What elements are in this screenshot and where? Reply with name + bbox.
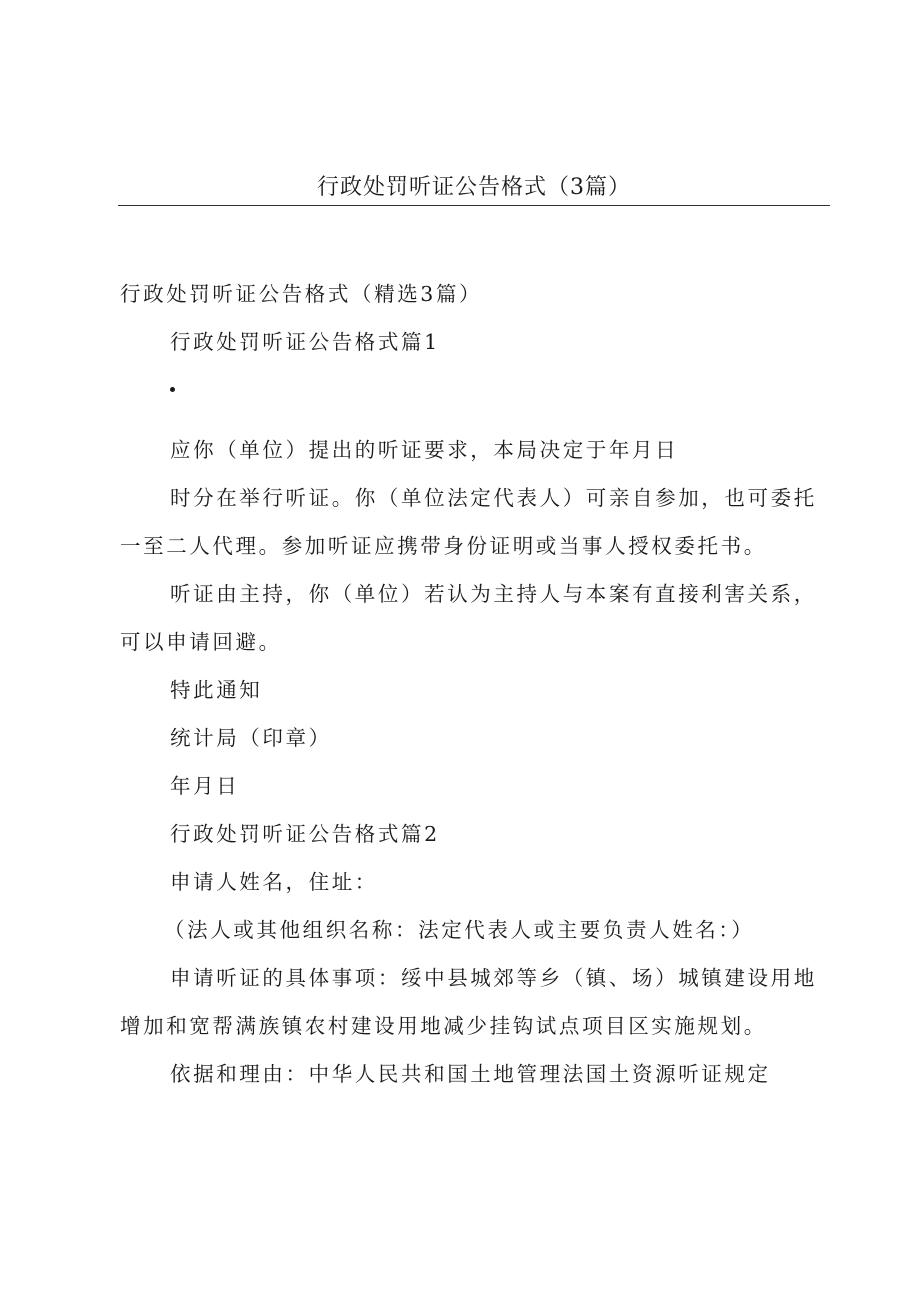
issuer-seal-line: 统计局（印章） bbox=[170, 726, 332, 750]
paragraph: 听证由主持，你（单位）若认为主持人与本案有直接利害关系，可以申请回避。 bbox=[120, 582, 817, 654]
title-underline bbox=[118, 205, 830, 206]
document-title: 行政处罚听证公告格式（3篇） bbox=[317, 175, 631, 200]
paragraph: 应你（单位）提出的听证要求，本局决定于年月日 bbox=[170, 438, 679, 462]
paragraph: 时分在举行听证。你（单位法定代表人）可亲自参加，也可委托一至二人代理。参加听证应携带身份证明或当事人授权委托书。 bbox=[120, 486, 817, 558]
paragraph: （法人或其他组织名称：法定代表人或主要负责人姓名：） bbox=[164, 918, 755, 942]
paragraph: 依据和理由：中华人民共和国土地管理法国土资源听证规定 bbox=[170, 1062, 771, 1086]
document-body bbox=[120, 270, 832, 1098]
paragraph: 申请人姓名，住址： bbox=[170, 870, 378, 894]
section-heading-2: 行政处罚听证公告格式篇2 bbox=[170, 822, 440, 846]
bullet-marker-row bbox=[120, 366, 832, 414]
section-heading-1: 行政处罚听证公告格式篇1 bbox=[170, 330, 440, 354]
bullet-dot-icon bbox=[170, 387, 175, 392]
paragraph: 申请听证的具体事项：绥中县城郊等乡（镇、场）城镇建设用地增加和宽帮满族镇农村建设用地减少挂钩试点项目区实施规划。 bbox=[120, 966, 817, 1038]
document-subtitle: 行政处罚听证公告格式（精选3篇） bbox=[120, 282, 483, 306]
closing-line: 特此通知 bbox=[170, 678, 263, 702]
date-line: 年月日 bbox=[170, 774, 240, 798]
